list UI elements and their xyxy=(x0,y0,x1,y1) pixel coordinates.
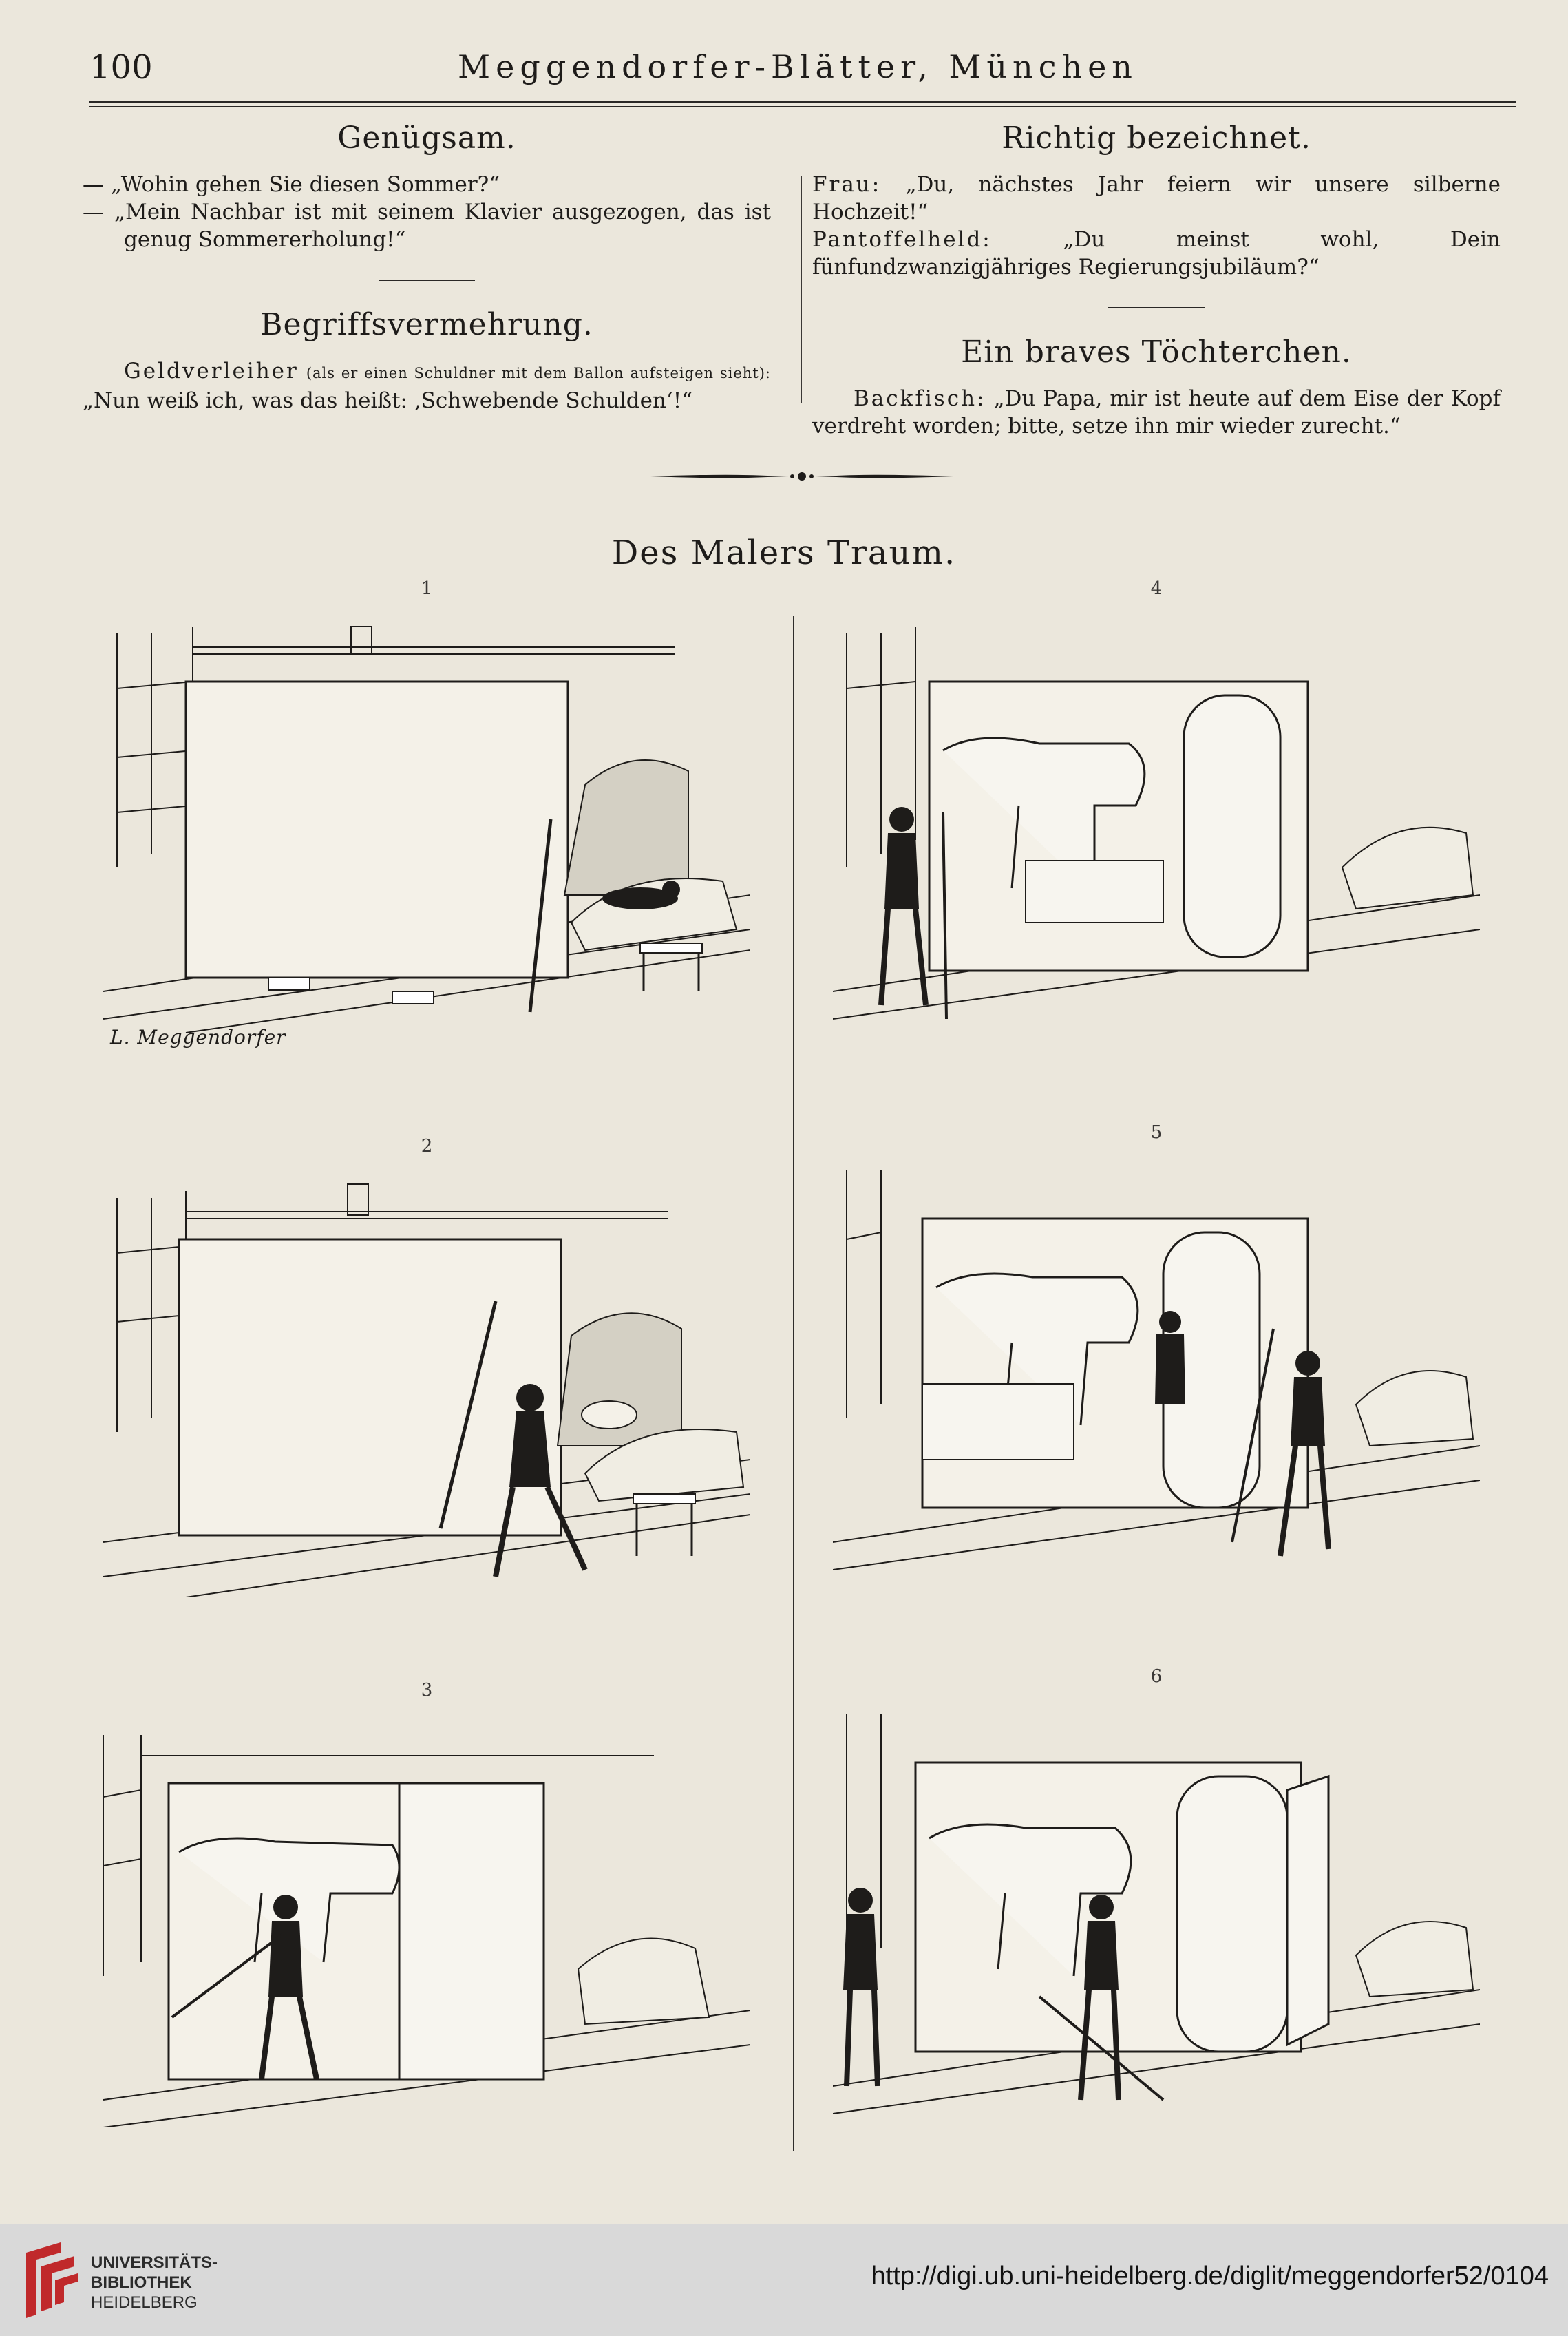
panel-divider xyxy=(793,616,794,2151)
speaker-name: Geldverleiher xyxy=(124,359,299,383)
header-rule-thin xyxy=(89,106,1516,107)
speaker-pantoffelheld: Pantoffelheld: xyxy=(812,227,992,252)
stage-direction: (als er einen Schuldner mit dem Ballon aufsteigen sieht): xyxy=(306,365,771,381)
speaker-frau: Frau: xyxy=(812,172,882,197)
joke-text-backfisch xyxy=(812,385,1501,440)
university-library-logo-icon xyxy=(19,2239,81,2322)
digital-library-footer xyxy=(0,2224,1568,2336)
panel-number-5: 5 xyxy=(1150,1122,1163,1143)
comic-panel-1-sleeping-painter xyxy=(103,606,750,1033)
dialogue-line-1: — „Wohin gehen Sie diesen Sommer?“ xyxy=(83,172,500,197)
library-name xyxy=(91,2253,218,2313)
comic-panel-2-painter-with-canvas xyxy=(103,1170,750,1597)
column-divider xyxy=(801,176,802,403)
article-title-richtig-bezeichnet: Richtig bezeichnet. xyxy=(1002,120,1311,156)
article-title-begriffsvermehrung: Begriffsvermehrung. xyxy=(260,307,593,342)
page-number: 100 xyxy=(89,48,153,87)
header-rule xyxy=(89,101,1516,103)
dialogue-line-2: — „Mein Nachbar ist mit seinem Klavier ausgezogen, das ist genug Sommererholung!“ xyxy=(83,200,771,252)
dialogue-frau xyxy=(812,171,1501,226)
panel-number-4: 4 xyxy=(1150,578,1163,599)
right-column xyxy=(812,120,1501,440)
library-name-line-3: HEIDELBERG xyxy=(91,2293,198,2312)
dialogue-pantoffelheld xyxy=(812,226,1501,281)
comic-panel-4-horse-in-stable xyxy=(833,606,1480,1033)
left-column xyxy=(83,120,771,414)
article-title-braves-toechterchen: Ein braves Töchterchen. xyxy=(961,335,1352,370)
panel-number-2: 2 xyxy=(421,1136,433,1157)
joke-text-geldverleiher xyxy=(83,357,771,414)
artist-signature: L. Meggendorfer xyxy=(110,1026,286,1049)
quote-frau: „Du, nächstes Jahr feiern wir unsere silberne Hochzeit!“ xyxy=(812,172,1501,224)
panel-number-6: 6 xyxy=(1150,1666,1163,1687)
comic-title: Des Malers Traum. xyxy=(611,534,957,572)
library-name-line-2: BIBLIOTHEK xyxy=(91,2273,192,2292)
comic-panel-6-horse-walks-off xyxy=(833,1701,1480,2127)
separator-rule xyxy=(1108,307,1205,308)
panel-number-1: 1 xyxy=(421,578,433,599)
source-url-link[interactable]: http://digi.ub.uni-heidelberg.de/diglit/meggendorfer52/0104 xyxy=(871,2262,1549,2291)
separator-rule xyxy=(379,280,475,281)
joke-quote: „Nun weiß ich, was das heißt: ‚Schwebende Schulden‘!“ xyxy=(83,388,693,413)
comic-panel-3-painting-horse xyxy=(103,1714,750,2127)
ornamental-divider xyxy=(650,468,953,485)
page-header xyxy=(89,43,1506,98)
article-title-genuegsam: Genügsam. xyxy=(337,120,516,156)
running-title: Meggendorfer-Blätter, München xyxy=(458,48,1138,85)
library-name-line-1: UNIVERSITÄTS- xyxy=(91,2253,218,2272)
panel-number-3: 3 xyxy=(421,1680,433,1701)
quote-pantoffelheld: „Du meinst wohl, Dein fünfundzwanzigjähriges Regierungsjubiläum?“ xyxy=(812,227,1501,280)
comic-panel-5-groom-enters xyxy=(833,1157,1480,1583)
quote-backfisch: „Du Papa, mir ist heute auf dem Eise der Kopf verdreht worden; bitte, setze ihn mir wieder zurecht.“ xyxy=(812,386,1501,439)
speaker-backfisch: Backfisch: xyxy=(854,386,986,411)
